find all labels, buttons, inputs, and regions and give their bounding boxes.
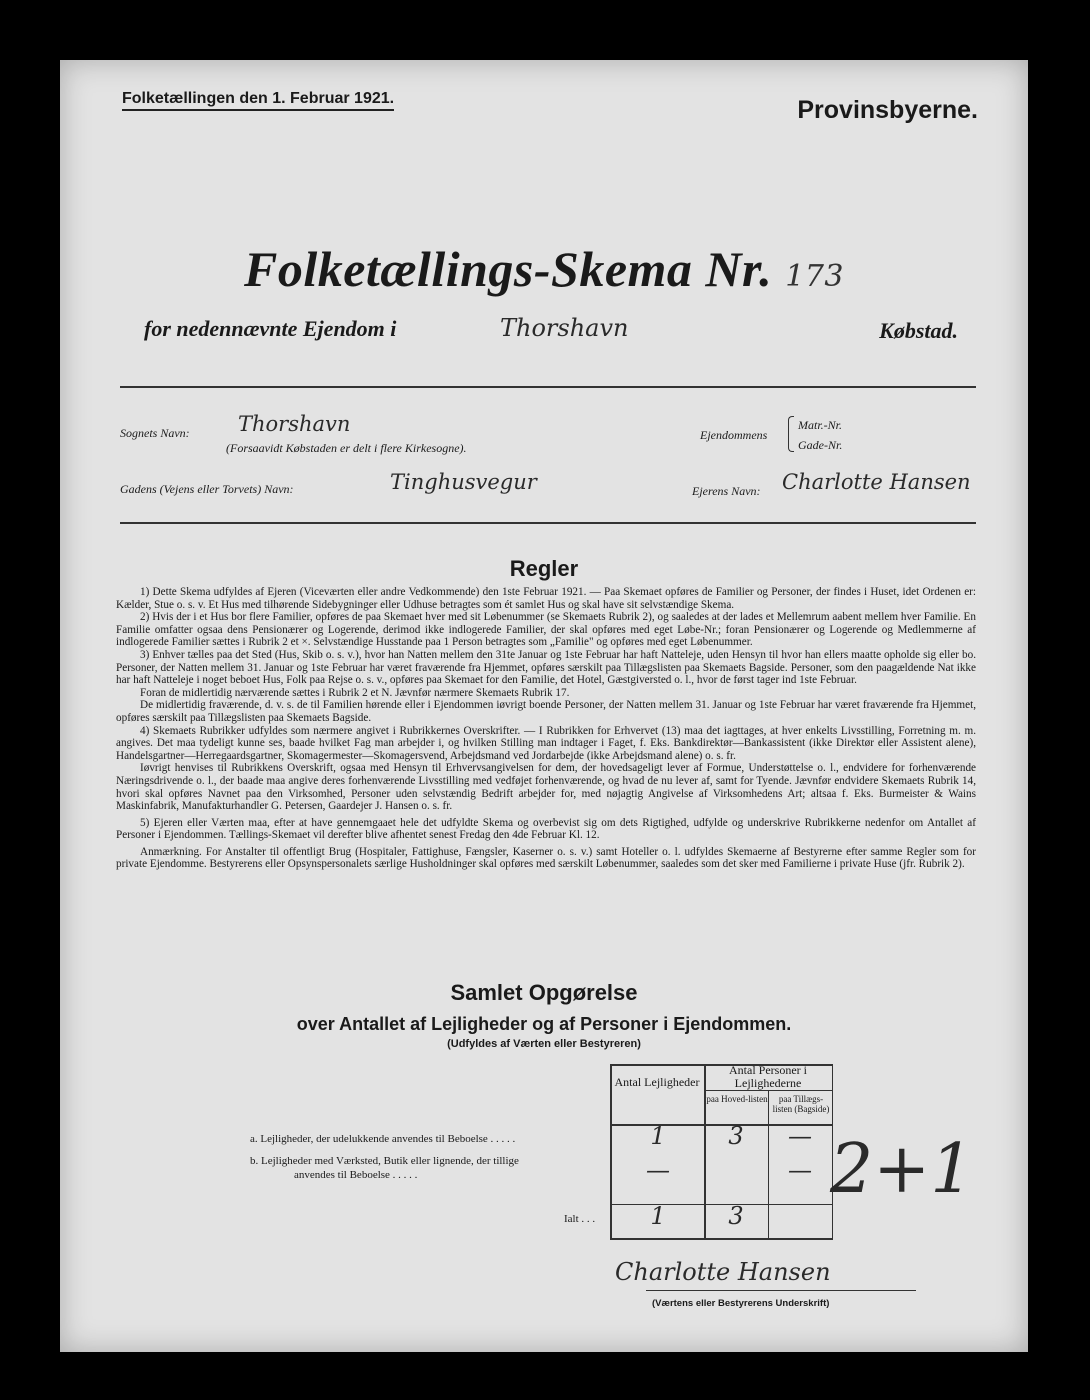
col-header-personer: Antal Personer i Lejlighederne: [729, 1063, 807, 1090]
rule-paragraph: 2) Hvis der i et Hus bor flere Familier, opføres de paa Skemaet hver med sit Løbenummer (se Skemaets Rubrik 2), og saaledes at der lades et Mellemrum aabent mellem hver Familie. En Familie omfatter ogsaa dens Pensionærer og Logerende, derimod ikke indlogerede Familier, der skal opføres med eget Løbe-Nr.; foran Pensionærer og Logerende og Medlemmerne af indlogerede Familier sættes i Rubrik 2 et ×. Selvstændige Husstande paa 1 Person betragtes som „Familie" og opføres med eget Løbenummer.: [116, 611, 976, 649]
form-number-handwritten: 173: [785, 259, 844, 294]
row-a-tillaeg: —: [788, 1122, 812, 1150]
row-a-label: a. Lejligheder, der udelukkende anvendes til Beboelse . . . . .: [250, 1133, 516, 1145]
region-header: Provinsbyerne.: [797, 96, 978, 124]
summary-title: Samlet Opgørelse: [450, 980, 638, 1005]
city-handwritten: Thorshavn: [500, 314, 629, 342]
census-date-header: Folketællingen den 1. Februar 1921.: [122, 90, 394, 111]
property-prefix: for nedennævnte Ejendom i: [144, 316, 397, 341]
rule-paragraph: 1) Dette Skema udfyldes af Ejeren (Viceværten eller andre Vedkommende) den 1ste Februar 1921. — Paa Skemaet opføres de Familier og Personer, der findes i Huset, idet Ordenen er: Kælder, Stue o. s. v. Et Hus med tilhørende Sidebygninger eller Udhuse betragtes som ét samlet Hus og skal have sit selvstændige Skema.: [116, 586, 976, 611]
col-header-hovedlisten: paa Hoved-listen: [706, 1094, 768, 1104]
matr-nr-label: Matr.-Nr.: [798, 418, 843, 432]
rule-paragraph: Iøvrigt henvises til Rubrikkens Overskrift, ogsaa med Hensyn til Erhvervsangivelsen for dem, der hovedsageligt lever af Formue, Understøttelse o. l., endvidere for forhenværende Næringsdrivende o. l., der baade maa angive deres forhenværende Livsstilling med vedføjet forhenværende, og hvad de nu lever af, samt for Tyende. Jævnfør endvidere Skemaets Rubrik 14, hvori skal opføres Navnet paa den Virksomhed, Personer uden selvstændig Bedrift arbejder for, med nøjagtig Angivelse af Virksomhedens Art; altsaa f. Eks. Burmeister & Wains Maskinfabrik, Manufakturhandler G. Petersen, Gaardejer J. Hansen o. s. fr.: [116, 762, 976, 813]
gade-nr-label: Gade-Nr.: [798, 438, 843, 452]
street-label: Gadens (Vejens eller Torvets) Navn:: [120, 482, 294, 496]
rule-paragraph: 4) Skemaets Rubrikker udfyldes som nærmere angivet i Rubrikkernes Overskrifter. — I Rubrikken for Erhvervet (13) maa det iagttages, at hver enkelts Livsstilling, Forretning m. m. angives. Det maa tydeligt kunne ses, baade hvilket Fag man arbejder i, og hvilken Stilling man indtager i Faget, f. Eks. Bankdirektør—Bankassistent (ikke Direktør eller Assistent alene), Handelsgartner—Herregaardsgartner, Skomagermester—Skomagersvend, Arbejdsmand ved Jordarbejde (ikke Arbejdsmand alene) o. s. fr.: [116, 724, 976, 762]
col-header-lejligheder: Antal Lejligheder: [614, 1075, 700, 1089]
property-label: Ejendommens: [700, 428, 768, 442]
col-header-tillaeg: paa Tillægs-listen (Bagside): [772, 1094, 830, 1114]
signature-label: (Værtens eller Bestyrerens Underskrift): [652, 1298, 830, 1309]
summary-subtitle: over Antallet af Lejligheder og af Personer i Ejendommen.: [296, 1014, 792, 1034]
property-brace: [788, 416, 794, 452]
parish-value: Thorshavn: [238, 412, 351, 436]
rule-paragraph: Foran de midlertidig nærværende sættes i Rubrik 2 et N. Jævnfør nærmere Skemaets Rubrik 17.: [140, 686, 570, 699]
divider-top: [120, 386, 976, 388]
summary-note: (Udfyldes af Værten eller Bestyreren): [447, 1038, 641, 1050]
form-title: [60, 240, 1028, 298]
street-value: Tinghusvegur: [390, 470, 537, 494]
rules-body: [116, 586, 976, 871]
total-lejligheder: 1: [650, 1202, 666, 1230]
signature-line: [646, 1290, 916, 1291]
rules-heading: Regler: [509, 556, 579, 581]
margin-handwritten-total: 2+1: [830, 1130, 974, 1209]
form-title-text: Folketællings-Skema Nr.: [244, 241, 773, 297]
row-total-label: Ialt . . .: [564, 1213, 596, 1225]
census-form-sheet: [60, 60, 1028, 1352]
property-suffix: Købstad.: [879, 318, 958, 343]
row-b-lejligheder: —: [646, 1156, 670, 1184]
rule-paragraph: 3) Enhver tælles paa det Sted (Hus, Skib o. s. v.), hvor han Natten mellem den 31te Januar og 1ste Februar har haft Natteleje, uden Hensyn til hvor han ellers maatte opholde sig eller bo. Personer, der Natten mellem 31. Januar og 1ste Februar har været fraværende fra Hjemmet, opføres særskilt paa Tillægslisten paa Skemaets Bagside. Personer, som den paagældende Nat ikke har haft Natteleje i noget beboet Hus, Folk paa Rejse o. s. v., opføres paa Skemaet for den Familie, det Hotel, Gæstgiversted o. l., hvor de først tager ind 1ste Februar.: [116, 648, 976, 687]
table-sub-rule: [704, 1090, 832, 1091]
row-b-tillaeg: —: [788, 1156, 812, 1184]
parish-note: (Forsaavidt Købstaden er delt i flere Kirkesogne).: [226, 441, 467, 455]
total-hovedlisten: 3: [728, 1202, 744, 1230]
signature-value: Charlotte Hansen: [615, 1258, 831, 1286]
rule-paragraph: 5) Ejeren eller Værten maa, efter at have gennemgaaet hele det udfyldte Skema og overbevist sig om dets Rigtighed, udfylde og underskrive Rubrikkerne nedenfor om Antallet af Personer i Ejendommen. Tællings-Skemaet vil derefter blive afhentet senest Fredag den 4de Februar Kl. 12.: [116, 816, 976, 842]
table-bottom-rule: [610, 1238, 832, 1240]
row-b-label: b. Lejligheder med Værksted, Butik eller lignende, der tillige: [250, 1155, 519, 1167]
divider-fields: [120, 522, 976, 524]
owner-label: Ejerens Navn:: [692, 484, 761, 498]
row-a-hovedlisten: 3: [728, 1122, 744, 1150]
owner-value: Charlotte Hansen: [782, 470, 971, 494]
table-col-line: [768, 1090, 769, 1240]
parish-label: Sognets Navn:: [120, 426, 190, 440]
table-col-line: [610, 1064, 612, 1240]
row-a-lejligheder: 1: [650, 1122, 666, 1150]
rule-paragraph: De midlertidig fraværende, d. v. s. de til Familien hørende eller i Ejendommen iøvrigt boende Personer, der Natten mellem 31. Januar og 1ste Februar har været fraværende fra Hjemmet, opføres særskilt paa Tillægslisten paa Skemaets Bagside.: [116, 699, 976, 724]
rule-note: Anmærkning. For Anstalter til offentligt Brug (Hospitaler, Fattighuse, Fængsler, Kaserner o. s. v.) samt Hoteller o. l. udfyldes Skemaerne af Bestyrerne efter samme Regler som for private Ejendomme. Bestyrerens eller Opsynspersonalets særlige Husholdninger skal opføres med særskilt Løbenummer, saaledes som det sker med Familierne i private Huse (jfr. Rubrik 2).: [116, 845, 976, 871]
row-b-label-cont: anvendes til Beboelse . . . . .: [294, 1169, 418, 1181]
